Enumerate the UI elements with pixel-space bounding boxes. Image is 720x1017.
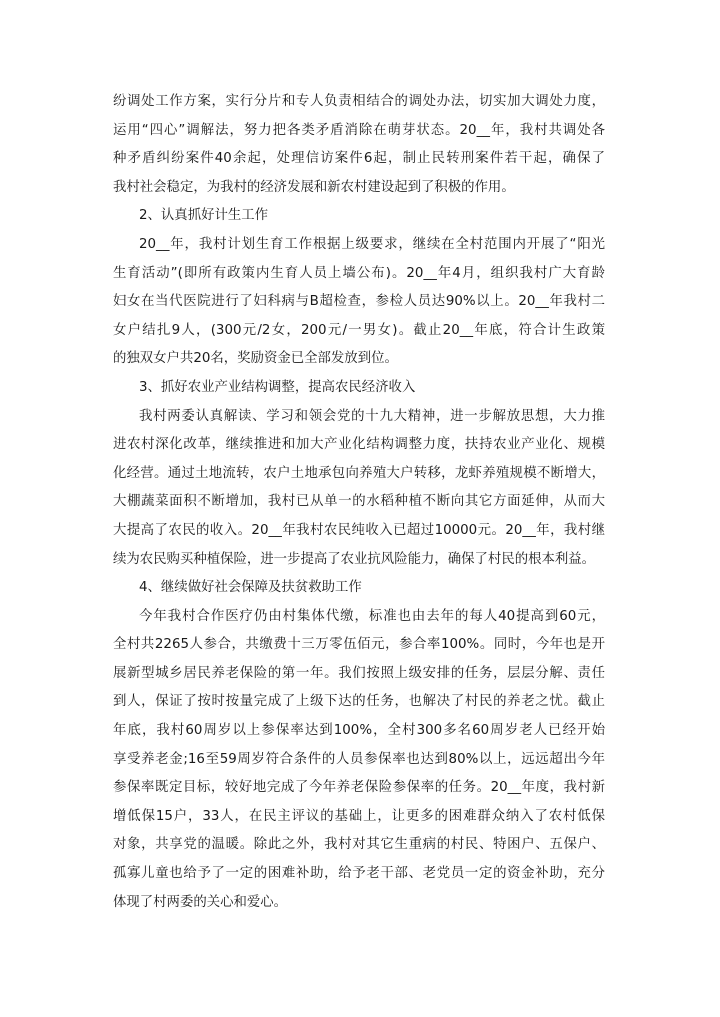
text-line: 20__年，我村计划生育工作根据上级要求，继续在全村范围内开展了“阳光	[139, 236, 605, 252]
document-page	[113, 88, 605, 917]
text-line: 增低保15户，33人，在民主评议的基础上，让更多的困难群众纳入了农村低保	[113, 808, 605, 824]
text-line: 今年我村合作医疗仍由村集体代缴，标准也由去年的每人40提高到60元，	[139, 608, 605, 624]
text-line: 化经营。通过土地流转，农户土地承包向养殖大户转移，龙虾养殖规模不断增大，	[113, 465, 605, 481]
text-line: 生育活动”(即所有政策内生育人员上墙公布)。20__年4月，组织我村广大育龄	[113, 265, 605, 281]
paragraph-mediation	[113, 88, 605, 202]
text-line: 展新型城乡居民养老保险的第一年。我们按照上级安排的任务，层层分解、责任	[113, 665, 605, 681]
section-heading-agriculture: 3、抓好农业产业结构调整，提高农民经济收入	[139, 379, 416, 395]
text-line: 运用“四心”调解法，努力把各类矛盾消除在萌芽状态。20__年，我村共调处各	[113, 122, 605, 138]
text-line: 女户结扎9人，(300元/2女，200元/一男女)。截止20__年底，符合计生政策	[113, 322, 605, 338]
text-line: 我村两委认真解读、学习和领会党的十九大精神，进一步解放思想，大力推	[139, 408, 605, 424]
text-line: 大棚蔬菜面积不断增加，我村已从单一的水稻种植不断向其它方面延伸，从而大	[113, 494, 605, 510]
text-line: 参保率既定目标，较好地完成了今年养老保险参保率的任务。20__年度，我村新	[113, 780, 605, 796]
section-heading-social-security: 4、继续做好社会保障及扶贫救助工作	[139, 580, 362, 596]
text-line: 妇女在当代医院进行了妇科病与B超检查，参检人员达90%以上。20__年我村二	[113, 294, 605, 310]
text-line: 全村共2265人参合，共缴费十三万零伍佰元，参合率100%。同时，今年也是开	[113, 637, 605, 653]
paragraph-social-security	[113, 603, 605, 918]
text-line: 对象，共享党的温暖。除此之外，我村对其它生重病的村民、特困户、五保户、	[113, 837, 605, 853]
text-line: 种矛盾纠纷案件40余起，处理信访案件6起，制止民转刑案件若干起，确保了	[113, 151, 605, 167]
text-line: 的独双女户共20名，奖励资金已全部发放到位。	[113, 351, 398, 367]
text-line: 我村社会稳定，为我村的经济发展和新农村建设起到了积极的作用。	[113, 179, 515, 195]
text-line: 享受养老金;16至59周岁符合条件的人员参保率也达到80%以上，远远超出今年	[113, 751, 605, 767]
paragraph-agriculture	[113, 403, 605, 575]
text-line: 进农村深化改革，继续推进和加大产业化结构调整力度，扶持农业产业化、规模	[113, 437, 605, 453]
text-line: 孤寡儿童也给予了一定的困难补助，给予老干部、老党员一定的资金补助，充分	[113, 866, 605, 882]
text-line: 纷调处工作方案，实行分片和专人负责相结合的调处办法，切实加大调处力度，	[113, 94, 605, 109]
text-line: 到人，保证了按时按量完成了上级下达的任务，也解决了村民的养老之忧。截止	[113, 694, 605, 710]
text-line: 年底，我村60周岁以上参保率达到100%，全村300多名60周岁老人已经开始	[113, 723, 605, 739]
section-heading-family-planning: 2、认真抓好计生工作	[139, 208, 269, 224]
paragraph-family-planning	[113, 231, 605, 374]
text-line: 续为农民购买种植保险，进一步提高了农业抗风险能力，确保了村民的根本利益。	[113, 551, 596, 567]
text-line: 大提高了农民的收入。20__年我村农民纯收入已超过10000元。20__年，我村继	[113, 522, 605, 538]
text-line: 体现了村两委的关心和爱心。	[113, 894, 288, 910]
